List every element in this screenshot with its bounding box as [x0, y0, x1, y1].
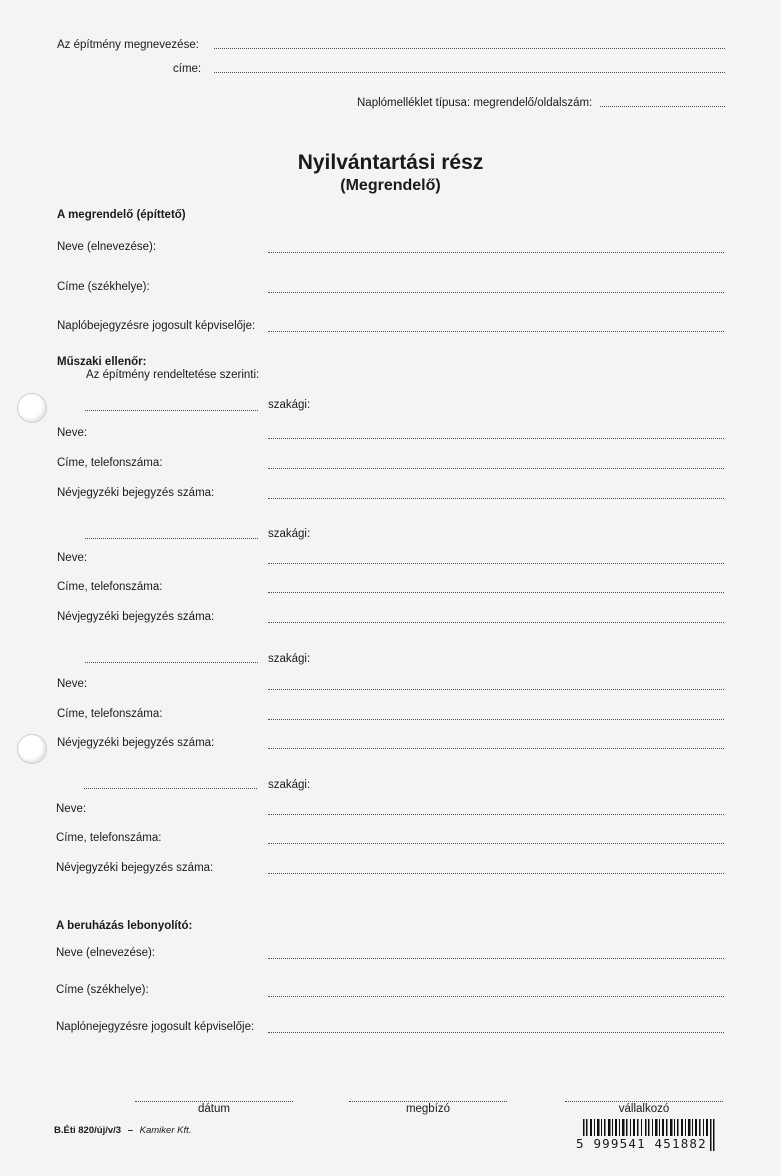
nevjegyzek-label-2: Névjegyzéki bejegyzés száma: — [57, 611, 215, 623]
muszaki-sub: Az építmény rendeltetése szerinti: — [86, 369, 260, 381]
megrendelo-neve-label: Neve (elnevezése): — [57, 241, 157, 253]
megbizo-label: megbízó — [405, 1103, 451, 1115]
szakagi-label-4: szakági: — [268, 779, 311, 791]
lebonyolito-heading: A beruházás lebonyolító: — [56, 920, 193, 932]
cime-tel-label-2: Címe, telefonszáma: — [57, 581, 163, 593]
nevjegyzek-field-1[interactable] — [268, 498, 724, 499]
lebonyolito-kepviselo-label: Naplónejegyzésre jogosult képviselője: — [56, 1021, 255, 1033]
szakag-field-3[interactable] — [85, 662, 258, 663]
nevjegyzek-field-2[interactable] — [268, 622, 724, 623]
muszaki-heading: Műszaki ellenőr: — [57, 356, 147, 368]
cime-tel-label-4: Címe, telefonszáma: — [56, 832, 162, 844]
binder-hole-bottom-icon — [17, 734, 47, 764]
page-title: Nyilvántartási rész — [297, 151, 484, 174]
vallalkozo-signature-line[interactable] — [565, 1101, 723, 1102]
lebonyolito-cime-label: Címe (székhelye): — [56, 984, 149, 996]
page-subtitle: (Megrendelő) — [340, 177, 441, 194]
publisher-name: Kamiker Kft. — [139, 1125, 192, 1136]
cime-tel-field-4[interactable] — [268, 843, 724, 844]
vallalkozo-label: vállalkozó — [618, 1103, 670, 1115]
neve-field-4[interactable] — [268, 814, 724, 815]
cime-tel-field-1[interactable] — [268, 468, 724, 469]
epitmeny-label: Az építmény megnevezése: — [57, 39, 199, 51]
nevjegyzek-label-1: Névjegyzéki bejegyzés száma: — [57, 487, 215, 499]
megrendelo-kepviselo-field[interactable] — [268, 331, 724, 332]
melleklet-label: Naplómelléklet típusa: megrendelő/oldalszám: — [357, 97, 593, 109]
szakagi-label-1: szakági: — [268, 399, 311, 411]
cime-tel-label-3: Címe, telefonszáma: — [57, 708, 163, 720]
binder-hole-top-icon — [17, 393, 47, 423]
neve-label-2: Neve: — [57, 552, 88, 564]
nevjegyzek-field-3[interactable] — [268, 748, 724, 749]
nevjegyzek-field-4[interactable] — [268, 873, 724, 874]
form-code-dash: – — [127, 1125, 133, 1136]
szakag-field-2[interactable] — [85, 538, 258, 539]
neve-label-1: Neve: — [57, 427, 88, 439]
nevjegyzek-label-3: Névjegyzéki bejegyzés száma: — [57, 737, 215, 749]
cime-tel-label-1: Címe, telefonszáma: — [57, 457, 163, 469]
melleklet-field[interactable] — [600, 106, 725, 107]
megrendelo-cime-label: Címe (székhelye): — [57, 281, 150, 293]
cime-tel-field-2[interactable] — [268, 592, 724, 593]
lebonyolito-kepviselo-field[interactable] — [268, 1032, 724, 1033]
barcode-digits: 5 999541 451882 — [576, 1136, 707, 1151]
neve-field-3[interactable] — [268, 689, 724, 690]
lebonyolito-cime-field[interactable] — [268, 996, 724, 997]
epitmeny-field[interactable] — [214, 48, 725, 49]
megbizo-signature-line[interactable] — [349, 1101, 507, 1102]
nevjegyzek-label-4: Névjegyzéki bejegyzés száma: — [56, 862, 214, 874]
neve-field-1[interactable] — [268, 438, 724, 439]
cime-field[interactable] — [214, 72, 725, 73]
megrendelo-cime-field[interactable] — [268, 292, 724, 293]
datum-signature-line[interactable] — [135, 1101, 293, 1102]
szakag-field-4[interactable] — [84, 788, 257, 789]
szakag-field-1[interactable] — [85, 410, 258, 411]
cime-tel-field-3[interactable] — [268, 719, 724, 720]
megrendelo-heading: A megrendelő (építtető) — [57, 209, 186, 221]
szakagi-label-3: szakági: — [268, 653, 311, 665]
megrendelo-kepviselo-label: Naplóbejegyzésre jogosult képviselője: — [57, 320, 256, 332]
megrendelo-neve-field[interactable] — [268, 252, 724, 253]
szakagi-label-2: szakági: — [268, 528, 311, 540]
neve-field-2[interactable] — [268, 563, 724, 564]
datum-label: dátum — [198, 1103, 230, 1115]
cime-label: címe: — [173, 63, 202, 75]
lebonyolito-neve-label: Neve (elnevezése): — [56, 947, 156, 959]
lebonyolito-neve-field[interactable] — [268, 958, 724, 959]
form-code — [54, 1125, 191, 1136]
form-code-text: B.Éti 820/új/v/3 — [54, 1125, 122, 1136]
neve-label-3: Neve: — [57, 678, 88, 690]
neve-label-4: Neve: — [56, 803, 87, 815]
